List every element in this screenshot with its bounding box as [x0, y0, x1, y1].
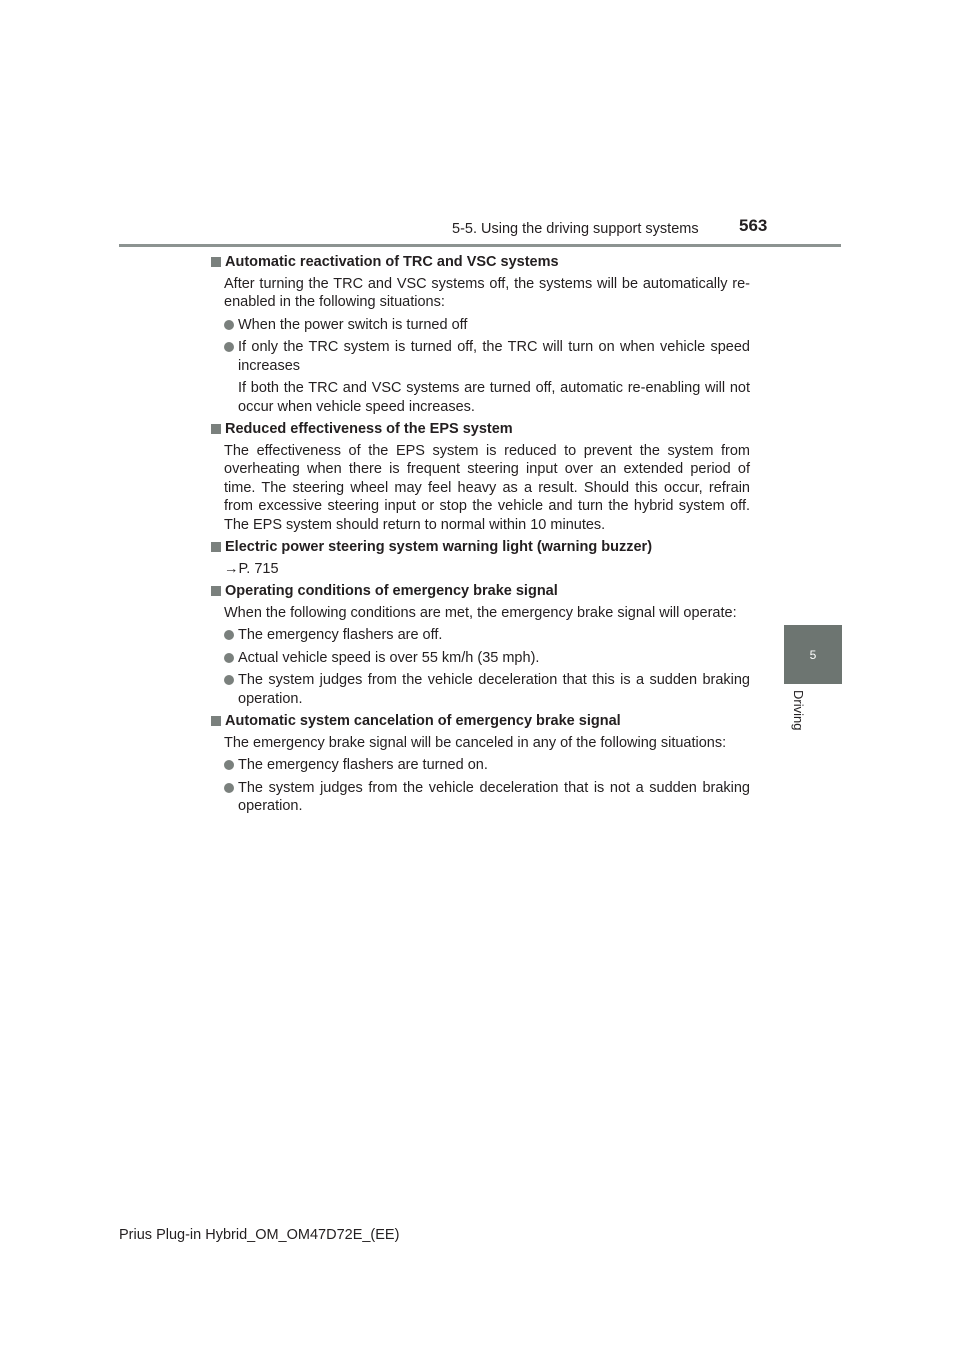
section-trc-vsc-reactivation [210, 253, 750, 416]
square-bullet-icon [211, 716, 221, 726]
page-reference-link[interactable]: →P. 715 [224, 560, 279, 577]
section-emergency-brake-cancelation [210, 712, 750, 816]
list-item: The emergency flashers are turned on. [210, 756, 750, 775]
chapter-label: Driving [791, 690, 806, 731]
list-item: The emergency flashers are off. [210, 626, 750, 645]
section-paragraph: After turning the TRC and VSC systems off, the systems will be automatically re-enabled in the following situations: [224, 275, 750, 310]
section-title: Electric power steering system warning light (warning buzzer) [210, 538, 750, 557]
list-item: Actual vehicle speed is over 55 km/h (35 mph). [210, 649, 750, 668]
circle-bullet-icon [224, 653, 234, 663]
page-content [210, 253, 750, 820]
list-item: When the power switch is turned off [210, 316, 750, 335]
square-bullet-icon [211, 424, 221, 434]
page-number: 563 [739, 216, 768, 235]
section-title: Automatic reactivation of TRC and VSC systems [210, 253, 750, 272]
circle-bullet-icon [224, 783, 234, 793]
circle-bullet-icon [224, 675, 234, 685]
section-title: Automatic system cancelation of emergency brake signal [210, 712, 750, 731]
header-section-title: 5-5. Using the driving support systems [452, 221, 699, 237]
square-bullet-icon [211, 586, 221, 596]
square-bullet-icon [211, 542, 221, 552]
section-emergency-brake-conditions [210, 582, 750, 708]
section-title: Operating conditions of emergency brake signal [210, 582, 750, 601]
chapter-number: 5 [809, 647, 817, 662]
square-bullet-icon [211, 257, 221, 267]
section-paragraph: The effectiveness of the EPS system is reduced to prevent the system from overheating when there is frequent steering input over an extended period of time. The steering wheel may feel heavy as a result. Should this occur, refrain from excessive steering input or stop the vehicle and turn the hybrid system off. The EPS system should return to normal within 10 minutes. [224, 442, 750, 533]
section-paragraph: When the following conditions are met, the emergency brake signal will operate: [224, 604, 737, 621]
header-divider [119, 244, 841, 247]
circle-bullet-icon [224, 320, 234, 330]
section-title: Reduced effectiveness of the EPS system [210, 420, 750, 439]
list-item: If only the TRC system is turned off, the TRC will turn on when vehicle speed increases [210, 338, 750, 375]
section-paragraph: The emergency brake signal will be canceled in any of the following situations: [224, 734, 727, 751]
circle-bullet-icon [224, 342, 234, 352]
chapter-tab [784, 625, 842, 684]
section-eps-effectiveness [210, 420, 750, 534]
list-item: The system judges from the vehicle deceleration that is not a sudden braking operation. [210, 779, 750, 816]
circle-bullet-icon [224, 630, 234, 640]
list-item: The system judges from the vehicle deceleration that this is a sudden braking operation. [210, 671, 750, 708]
circle-bullet-icon [224, 760, 234, 770]
list-item-note: If both the TRC and VSC systems are turned off, automatic re-enabling will not occur when vehicle speed increases. [238, 380, 750, 415]
section-eps-warning-light [210, 538, 750, 578]
document-footer: Prius Plug-in Hybrid_OM_OM47D72E_(EE) [119, 1227, 400, 1243]
